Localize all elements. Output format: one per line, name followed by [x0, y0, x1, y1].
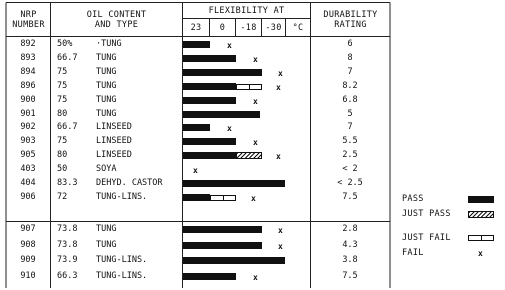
- pass-bar: [183, 257, 285, 264]
- pass-bar: [183, 194, 210, 201]
- nrp-number: 894: [20, 67, 36, 77]
- header-temp-unit: °C: [292, 23, 304, 33]
- fail-mark: x: [278, 242, 283, 251]
- oil-type: LINSEED: [96, 136, 132, 146]
- nrp-number: 903: [20, 136, 36, 146]
- legend-just-fail-label: JUST FAIL: [402, 233, 451, 243]
- nrp-number: 905: [20, 150, 36, 160]
- oil-type: TUNG: [96, 81, 117, 91]
- nrp-number: 403: [20, 164, 36, 174]
- fail-mark: x: [276, 152, 281, 161]
- pass-bar: [183, 273, 236, 280]
- durability-rating: 8.2: [342, 81, 358, 91]
- header-nrp-line2: NUMBER: [12, 20, 45, 30]
- oil-type: TUNG: [96, 109, 117, 119]
- durability-rating: 6.8: [342, 95, 358, 105]
- oil-percent: 50: [57, 164, 68, 174]
- nrp-number: 908: [20, 240, 36, 250]
- durability-rating: 7: [347, 122, 353, 132]
- pass-bar: [183, 242, 262, 249]
- fail-mark: x: [278, 226, 283, 235]
- header-temp-minus30: -30: [265, 23, 282, 33]
- oil-percent: 66.7: [57, 122, 78, 132]
- pass-bar: [183, 226, 262, 233]
- oil-percent: 83.3: [57, 178, 78, 188]
- pass-bar: [183, 69, 262, 76]
- pass-bar: [183, 152, 236, 159]
- oil-type: LINSEED: [96, 150, 132, 160]
- header-durability-line2: RATING: [334, 20, 367, 30]
- oil-percent: 66.3: [57, 271, 78, 281]
- header-oil-line1: OIL CONTENT: [86, 10, 147, 20]
- durability-rating: 7.5: [342, 271, 358, 281]
- nrp-number: 906: [20, 192, 36, 202]
- oil-type: ·TUNG: [96, 39, 122, 49]
- header-nrp-number: [7, 10, 50, 30]
- nrp-number: 892: [20, 39, 36, 49]
- nrp-number: 901: [20, 109, 36, 119]
- nrp-number: 902: [20, 122, 36, 132]
- just-fail-bar: [210, 195, 236, 201]
- oil-type: TUNG: [96, 224, 117, 234]
- just-pass-bar: [236, 152, 262, 159]
- pass-bar: [183, 111, 260, 118]
- nrp-number: 896: [20, 81, 36, 91]
- oil-percent: 75: [57, 67, 68, 77]
- fail-mark: x: [193, 166, 198, 175]
- durability-rating: 7: [347, 67, 353, 77]
- fail-mark: x: [278, 69, 283, 78]
- header-durability-line1: DURABILITY: [323, 10, 378, 20]
- fail-mark: x: [253, 97, 258, 106]
- durability-rating: 5: [347, 109, 353, 119]
- oil-type: TUNG: [96, 67, 117, 77]
- legend-pass-swatch: [468, 196, 494, 203]
- oil-percent: 73.8: [57, 224, 78, 234]
- fail-mark: x: [276, 83, 281, 92]
- oil-type: DEHYD. CASTOR: [96, 178, 163, 188]
- oil-type: TUNG-LINS.: [96, 192, 148, 202]
- fail-mark: x: [251, 194, 256, 203]
- pass-bar: [183, 41, 210, 48]
- oil-percent: 80: [57, 109, 68, 119]
- header-flexibility: FLEXIBILITY AT: [208, 6, 285, 16]
- legend-just-fail-swatch: [468, 235, 494, 241]
- legend-fail-symbol: x: [478, 249, 483, 258]
- header-temp-minus18: -18: [240, 23, 257, 33]
- durability-rating: 7.5: [342, 192, 358, 202]
- header-durability: [311, 10, 390, 30]
- header-oil-line2: AND TYPE: [94, 20, 139, 30]
- nrp-number: 893: [20, 53, 36, 63]
- oil-type: TUNG: [96, 53, 117, 63]
- durability-rating: 2.5: [342, 150, 358, 160]
- oil-percent: 66.7: [57, 53, 78, 63]
- header-temp-0: 0: [219, 23, 226, 33]
- nrp-number: 910: [20, 271, 36, 281]
- oil-percent: 73.8: [57, 240, 78, 250]
- fail-mark: x: [253, 273, 258, 282]
- pass-bar: [183, 55, 236, 62]
- pass-bar: [183, 83, 236, 90]
- oil-percent: 80: [57, 150, 68, 160]
- oil-type: TUNG-LINS.: [96, 271, 148, 281]
- legend-just-pass-label: JUST PASS: [402, 209, 451, 219]
- oil-type: TUNG-LINS.: [96, 255, 148, 265]
- nrp-number: 909: [20, 255, 36, 265]
- nrp-number: 907: [20, 224, 36, 234]
- oil-type: TUNG: [96, 240, 117, 250]
- durability-rating: 6: [347, 39, 353, 49]
- oil-type: TUNG: [96, 95, 117, 105]
- fail-mark: x: [253, 55, 258, 64]
- legend-pass-label: PASS: [402, 194, 424, 204]
- pass-bar: [183, 124, 210, 131]
- oil-type: LINSEED: [96, 122, 132, 132]
- nrp-number: 900: [20, 95, 36, 105]
- pass-bar: [183, 97, 236, 104]
- legend-fail-label: FAIL: [402, 248, 424, 258]
- legend-just-pass-swatch: [468, 211, 494, 218]
- oil-type: SOYA: [96, 164, 117, 174]
- oil-percent: 75: [57, 81, 68, 91]
- pass-bar: [183, 138, 236, 145]
- durability-rating: < 2: [342, 164, 358, 174]
- just-fail-bar: [236, 84, 262, 90]
- durability-rating: 8: [347, 53, 353, 63]
- oil-percent: 75: [57, 95, 68, 105]
- header-nrp-line1: NRP: [20, 10, 37, 20]
- fail-mark: x: [227, 124, 232, 133]
- fail-mark: x: [227, 41, 232, 50]
- oil-percent: 75: [57, 136, 68, 146]
- oil-percent: 73.9: [57, 255, 78, 265]
- fail-mark: x: [253, 138, 258, 147]
- header-temp-23: 23: [190, 23, 202, 33]
- durability-rating: 5.5: [342, 136, 358, 146]
- durability-rating: 4.3: [342, 240, 358, 250]
- durability-rating: < 2.5: [337, 178, 363, 188]
- header-oil-content: [51, 10, 182, 30]
- pass-bar: [183, 180, 285, 187]
- durability-rating: 3.8: [342, 255, 358, 265]
- oil-percent: 72: [57, 192, 68, 202]
- nrp-number: 404: [20, 178, 36, 188]
- durability-rating: 2.8: [342, 224, 358, 234]
- oil-percent: 50%: [57, 39, 73, 49]
